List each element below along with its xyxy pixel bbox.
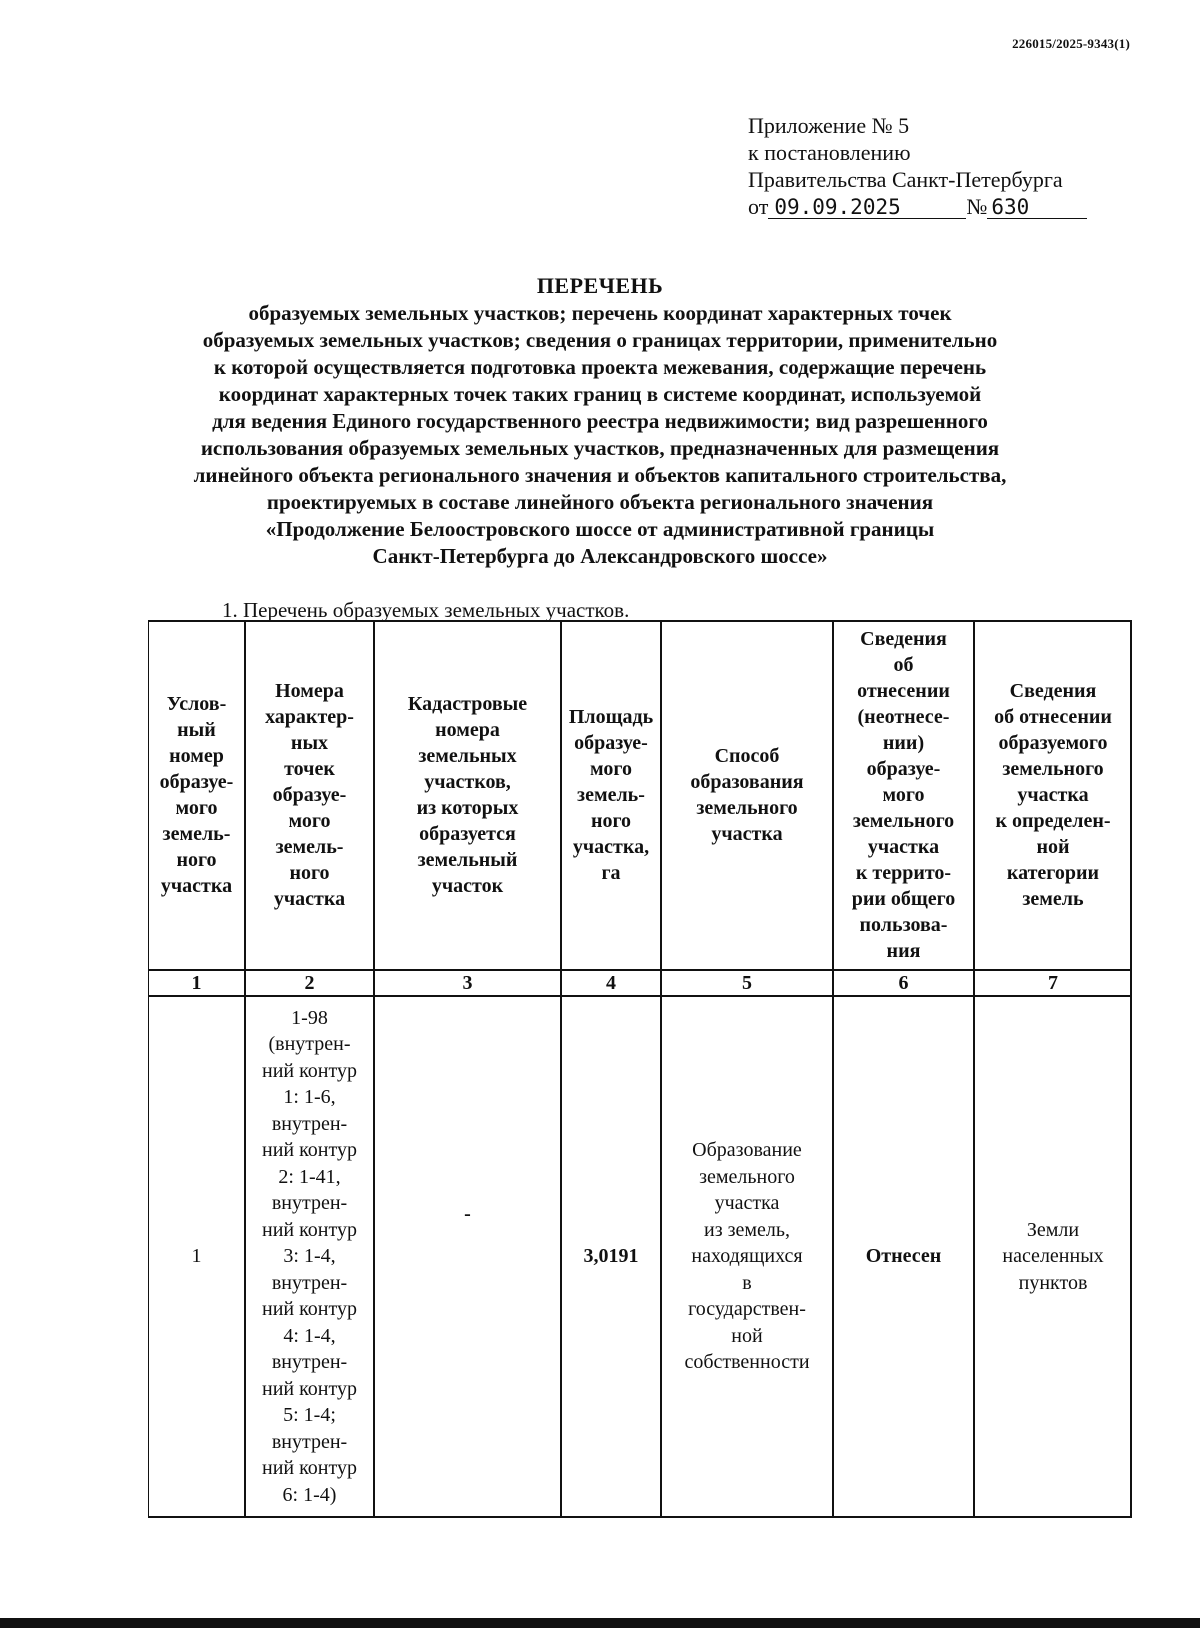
- table-row-area: 3,0191: [583, 1245, 639, 1268]
- land-plots-table: [148, 620, 1132, 1520]
- section-title: 1. Перечень образуемых земельных участков.: [222, 598, 630, 622]
- column-number: 1: [191, 972, 202, 994]
- title-heading: ПЕРЕЧЕНЬ: [536, 273, 664, 298]
- column-number: 7: [1048, 972, 1058, 994]
- resolution-date: 09.09.2025: [768, 196, 966, 219]
- header-area: Площадь образуе- мого земель- ного участка, га: [568, 706, 654, 884]
- table-row-point-numbers: 1-98 (внутрен- ний контур 1: 1-6, внутрен- ний контур 2: 1-41, внутрен- ний контур 3: 1-4, внутрен- ний контур 4: 1-4, внутрен- ний контур 5: 1-4; внутрен- ний контур 6: 1-4): [262, 1006, 357, 1506]
- appendix-block: [748, 112, 1148, 220]
- date-prefix: от: [748, 194, 769, 219]
- column-number: 2: [304, 972, 315, 994]
- header-land-category: Сведения об отнесении образуемого земельного участка к определен- ной категории земель: [994, 680, 1112, 910]
- table-row-land-category: Земли населенных пунктов: [1002, 1218, 1104, 1294]
- header-public-use: Сведения об отнесении (неотнесе- нии) образуе- мого земельного участка к террито- рии общего пользова- ния: [851, 628, 956, 962]
- column-number: 4: [606, 972, 616, 994]
- appendix-line-1: Приложение № 5: [748, 113, 910, 138]
- column-number: 3: [462, 972, 473, 994]
- column-number: 6: [898, 972, 909, 994]
- resolution-number: 630: [987, 196, 1087, 219]
- table-row-cadastral: -: [464, 1203, 471, 1225]
- document-title: [0, 272, 1200, 570]
- title-body: [120, 300, 1080, 570]
- scan-edge-bar: [0, 1618, 1200, 1628]
- document-number: 226015/2025-9343(1): [1012, 36, 1130, 51]
- title-line: координат характерных точек таких границ в системе координат, используемой: [218, 382, 982, 406]
- title-line: линейного объекта регионального значения и объектов капитального строительства,: [193, 463, 1007, 487]
- title-line: использования образуемых земельных участков, предназначенных для размещения: [200, 436, 1000, 460]
- header-cadastral-numbers: Кадастровые номера земельных участков, из которых образуется земельный участок: [407, 693, 528, 897]
- number-prefix: №: [966, 194, 988, 219]
- title-line: Санкт-Петербурга до Александровского шоссе»: [372, 544, 828, 568]
- table-row-formation-method: Образование земельного участка из земель, находящихся в государствен- ной собственности: [684, 1139, 810, 1374]
- title-line: образуемых земельных участков; перечень координат характерных точек: [248, 301, 952, 325]
- column-number: 5: [742, 972, 752, 994]
- title-line: для ведения Единого государственного реестра недвижимости; вид разрешенного: [212, 409, 988, 433]
- header-point-numbers: Номера характер- ных точек образуе- мого земель- ного участка: [265, 680, 354, 910]
- title-line: образуемых земельных участков; сведения о границах территории, применительно: [202, 328, 998, 352]
- header-formation-method: Способ образования земельного участка: [690, 745, 804, 845]
- title-line: проектируемых в составе линейного объекта регионального значения: [266, 490, 934, 514]
- title-line: к которой осуществляется подготовка проекта межевания, содержащие перечень: [213, 355, 987, 379]
- table-row-plot-number: 1: [191, 1245, 202, 1268]
- appendix-line-3: Правительства Санкт-Петербурга: [748, 167, 1063, 192]
- table-row-public-use: Отнесен: [865, 1245, 942, 1268]
- header-plot-number: Услов- ный номер образуе- мого земель- ного участка: [159, 693, 234, 897]
- title-line: «Продолжение Белоостровского шоссе от административной границы: [265, 517, 935, 541]
- appendix-date-line: [748, 193, 1148, 220]
- appendix-line-2: к постановлению: [748, 140, 911, 165]
